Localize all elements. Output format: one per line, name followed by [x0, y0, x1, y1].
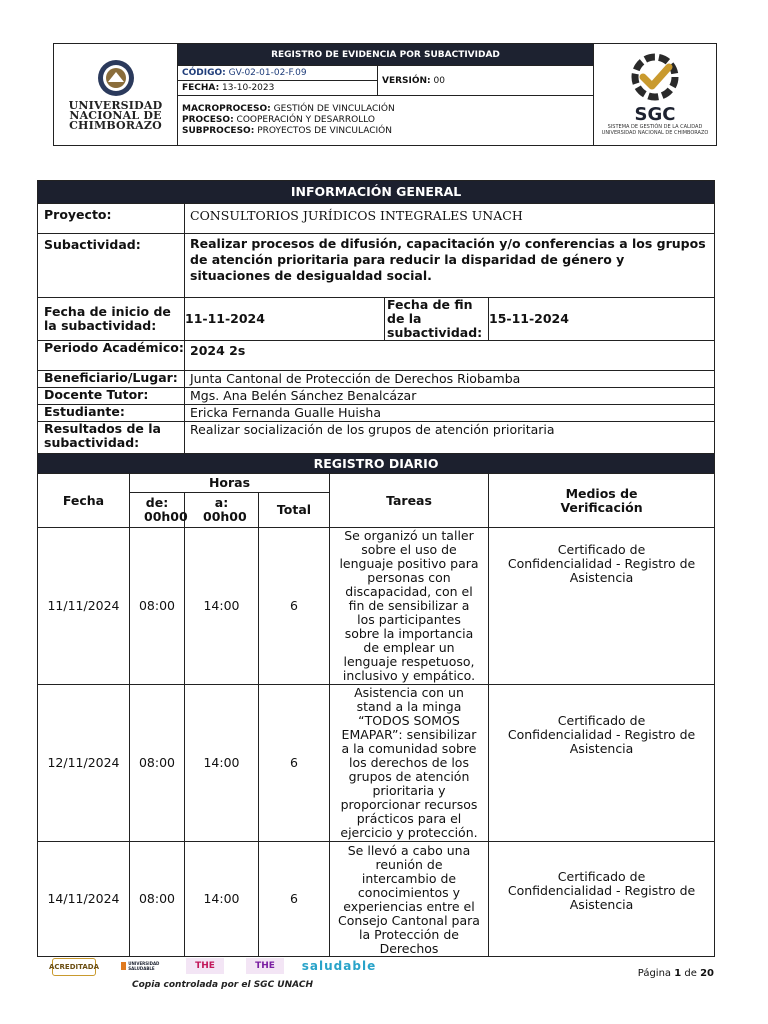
registro-diario-band: REGISTRO DIARIO — [38, 454, 715, 474]
row-total: 6 — [259, 528, 330, 685]
document-header — [53, 43, 717, 146]
universidad-saludable-logo: UNIVERSIDAD SALUDABLE — [121, 958, 167, 974]
row-de: 08:00 — [130, 685, 185, 842]
the-impact-logo-2: THE — [246, 958, 284, 974]
row-tarea: Se organizó un taller sobre el uso de lenguaje positivo para personas con discapacidad, con el fin de sensibilizar a los participantes sobre la importancia de emplear un lenguaje respetuoso, inclusivo y empático. — [330, 528, 489, 685]
row-tarea: Se llevó a cabo una reunión de intercambio de conocimientos y experiencias entre el Consejo Cantonal para la Protección de Derechos — [330, 842, 489, 957]
university-logo — [54, 44, 178, 146]
sgc-subtitle-2: UNIVERSIDAD NACIONAL DE CHIMBORAZO — [601, 130, 709, 136]
row-de: 08:00 — [130, 528, 185, 685]
page-number: Página 1 de 20 — [637, 968, 714, 979]
row-de: 08:00 — [130, 842, 185, 957]
sgc-check-icon — [623, 53, 687, 103]
sgc-logo — [594, 44, 717, 146]
version-value: 00 — [433, 75, 445, 86]
row-medios: Certificado de Confidencialidad - Registro de Asistencia — [489, 528, 715, 685]
fecha-cell — [178, 81, 378, 96]
row-a: 14:00 — [185, 685, 259, 842]
row-a: 14:00 — [185, 842, 259, 957]
col-medios: Medios de Verificación — [489, 474, 715, 528]
fecha-inicio-value: 11-11-2024 — [185, 298, 385, 341]
fecha-inicio-label: Fecha de inicio de la subactividad: — [38, 298, 185, 341]
subproceso-value: PROYECTOS DE VINCULACIÓN — [257, 126, 392, 137]
proyecto-label: Proyecto: — [38, 204, 185, 234]
table-row — [38, 842, 715, 957]
row-tarea: Asistencia con un stand a la minga “TODOS SOMOS EMAPAR”: sensibilizar a la comunidad sobre los derechos de los grupos de atención prioritaria y proporcionar recursos prácticos para el ejercicio y protección. — [330, 685, 489, 842]
table-row — [38, 685, 715, 842]
macro-value: GESTIÓN DE VINCULACIÓN — [273, 104, 395, 115]
table-row — [38, 528, 715, 685]
subactividad-label: Subactividad: — [38, 234, 185, 298]
beneficiario-label: Beneficiario/Lugar: — [38, 371, 185, 388]
university-seal-icon — [96, 58, 136, 98]
macro-label: MACROPROCESO: — [182, 104, 271, 115]
codigo-cell — [178, 66, 378, 81]
col-horas: Horas — [130, 474, 330, 493]
periodo-value: 2024 2s — [185, 341, 715, 371]
university-name: UNIVERSIDAD NACIONAL DE CHIMBORAZO — [68, 99, 163, 132]
sgc-subtitle-1: SISTEMA DE GESTIÓN DE LA CALIDAD — [607, 124, 703, 130]
sgc-mark: SGC — [634, 104, 676, 125]
row-medios: Certificado de Confidencialidad - Registro de Asistencia — [489, 842, 715, 957]
estudiante-value: Ericka Fernanda Gualle Huisha — [185, 405, 715, 422]
docente-value: Mgs. Ana Belén Sánchez Benalcázar — [185, 388, 715, 405]
resultados-value: Realizar socialización de los grupos de atención prioritaria — [185, 422, 715, 454]
col-total: Total — [259, 493, 330, 528]
evidence-table — [37, 180, 715, 957]
resultados-label: Resultados de la subactividad: — [38, 422, 185, 454]
row-total: 6 — [259, 842, 330, 957]
fecha-label: FECHA: — [182, 83, 220, 94]
row-a: 14:00 — [185, 528, 259, 685]
general-info-band: INFORMACIÓN GENERAL — [38, 181, 715, 204]
col-tareas: Tareas — [330, 474, 489, 528]
proceso-value: COOPERACIÓN Y DESARROLLO — [236, 115, 376, 126]
the-impact-logo-1: THE — [186, 958, 224, 974]
row-medios: Certificado de Confidencialidad - Registro de Asistencia — [489, 685, 715, 842]
periodo-label: Periodo Académico: — [38, 341, 185, 371]
acreditada-logo: ACREDITADA — [52, 958, 96, 976]
proyecto-value: CONSULTORIOS JURÍDICOS INTEGRALES UNACH — [185, 204, 715, 234]
saludable-logo: saludable — [301, 959, 377, 973]
row-total: 6 — [259, 685, 330, 842]
codigo-value: GV-02-01-02-F.09 — [228, 68, 307, 79]
codigo-label: CÓDIGO: — [182, 68, 226, 79]
controlled-copy-note: Copia controlada por el SGC UNACH — [132, 980, 313, 990]
fecha-fin-label: Fecha de fin de la subactividad: — [385, 298, 489, 341]
subactividad-value: Realizar procesos de difusión, capacitación y/o conferencias a los grupos de atención prioritaria para reducir la disparidad de género y situaciones de desigualdad social. — [185, 234, 715, 298]
col-a: a: 00h00 — [185, 493, 259, 528]
docente-label: Docente Tutor: — [38, 388, 185, 405]
fecha-fin-value: 15-11-2024 — [489, 298, 715, 341]
col-de: de: 00h00 — [130, 493, 185, 528]
col-fecha: Fecha — [38, 474, 130, 528]
process-cell — [178, 96, 594, 146]
estudiante-label: Estudiante: — [38, 405, 185, 422]
proceso-label: PROCESO: — [182, 115, 234, 126]
beneficiario-value: Junta Cantonal de Protección de Derechos Riobamba — [185, 371, 715, 388]
row-fecha: 14/11/2024 — [38, 842, 130, 957]
subproceso-label: SUBPROCESO: — [182, 126, 255, 137]
row-fecha: 12/11/2024 — [38, 685, 130, 842]
form-title: REGISTRO DE EVIDENCIA POR SUBACTIVIDAD — [178, 44, 594, 66]
version-label: VERSIÓN: — [382, 75, 431, 86]
version-cell — [378, 66, 594, 96]
fecha-value: 13-10-2023 — [222, 83, 275, 94]
row-fecha: 11/11/2024 — [38, 528, 130, 685]
